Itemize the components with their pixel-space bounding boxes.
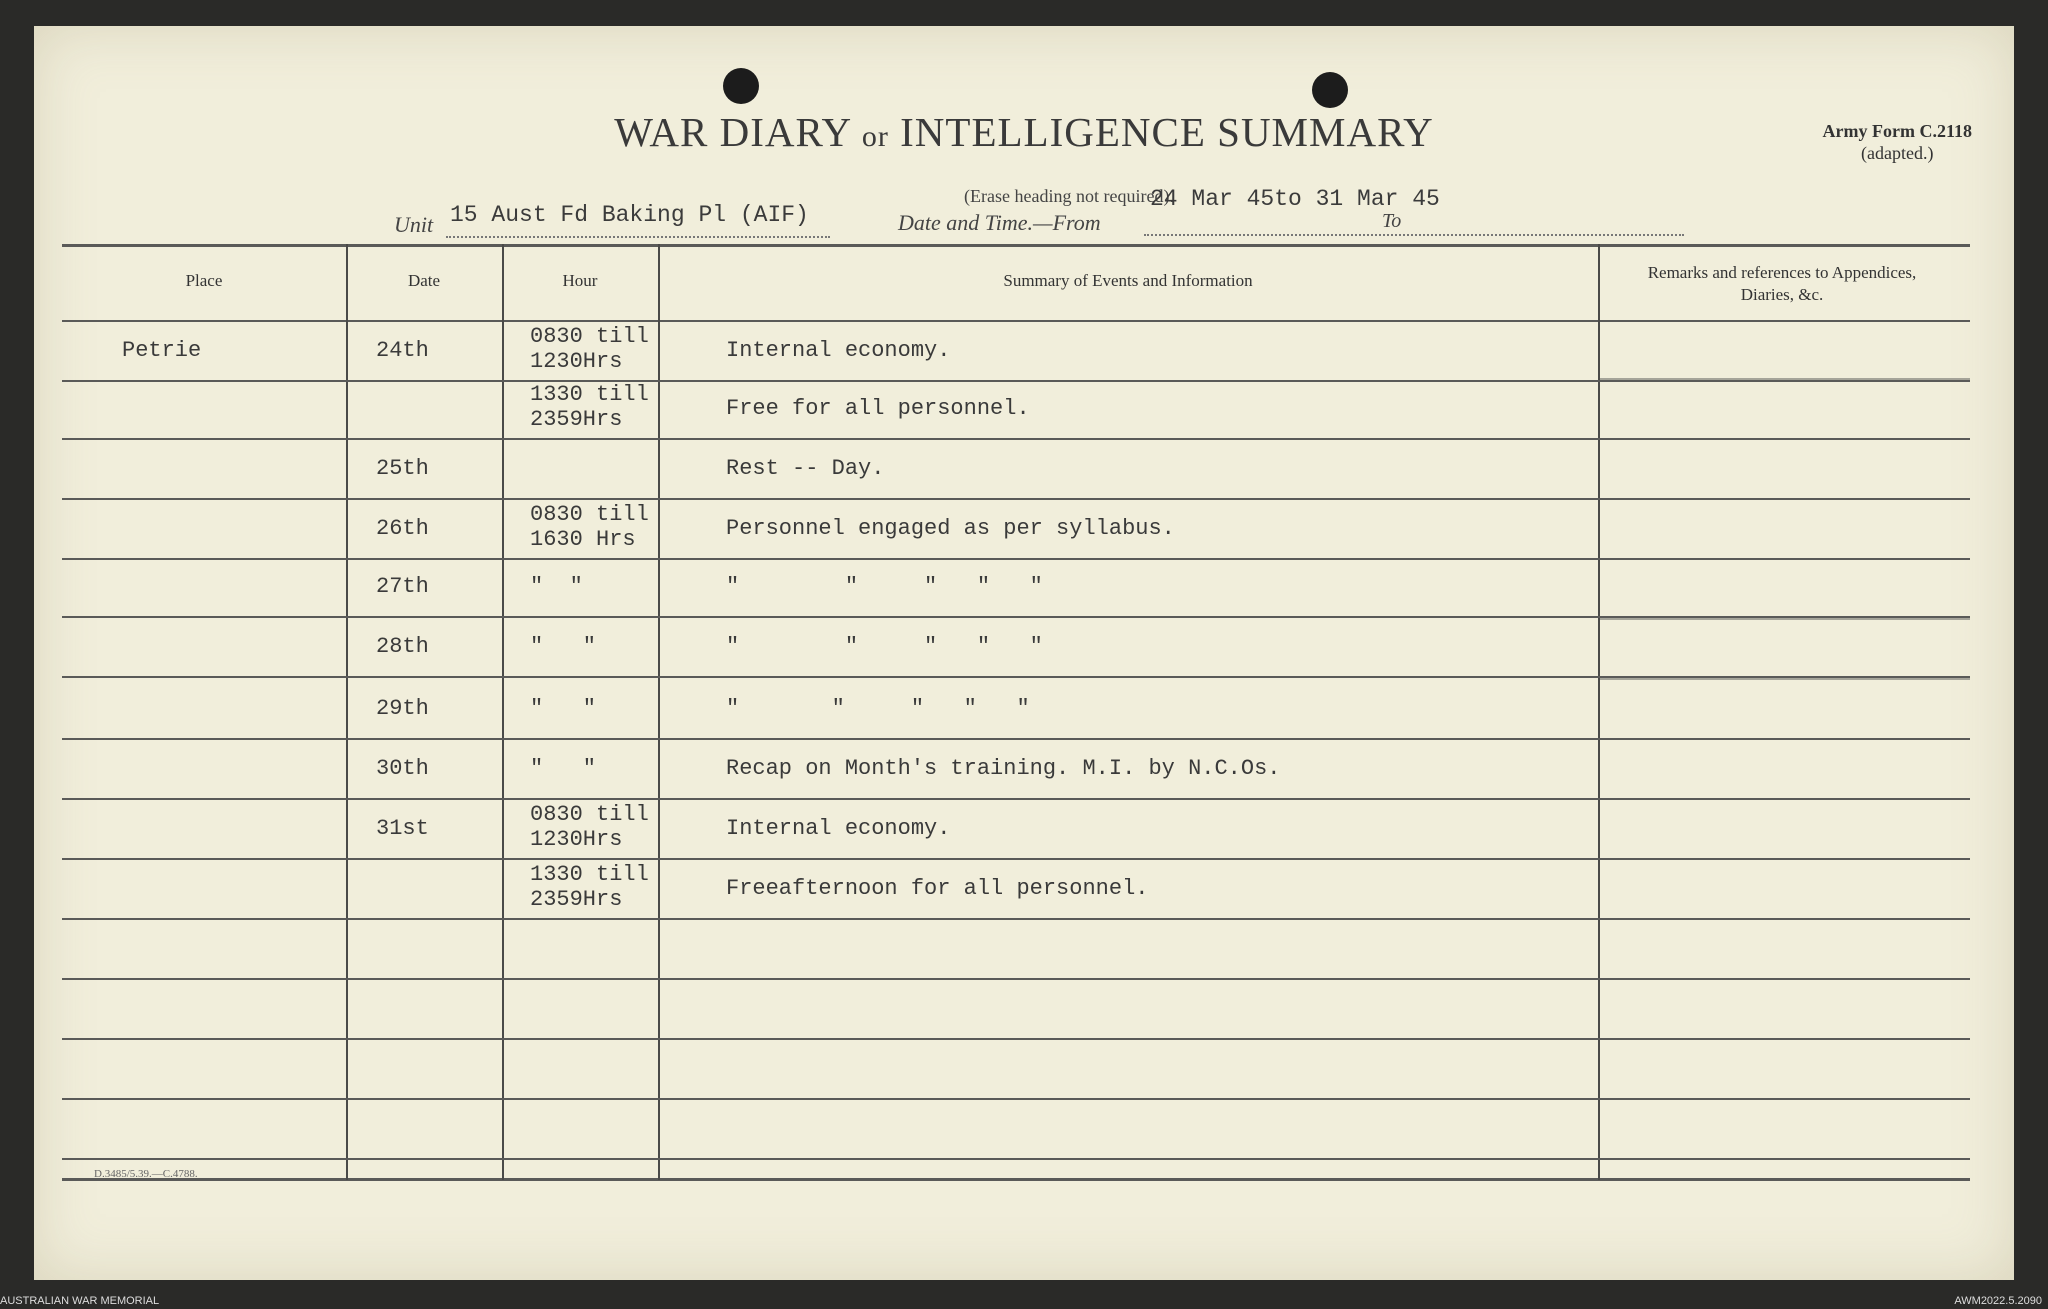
remarks-rule xyxy=(1600,1038,1970,1040)
cell-hour: 1330 till 2359Hrs xyxy=(530,862,649,912)
cell-summary: " " " " " xyxy=(726,634,1043,659)
cell-summary: Free for all personnel. xyxy=(726,396,1030,421)
header-place: Place xyxy=(185,271,223,290)
archive-label-right: AWM2022.5.2090 xyxy=(1954,1295,2042,1307)
table-top-border xyxy=(62,244,1970,247)
title-or: or xyxy=(861,120,889,153)
row-divider xyxy=(62,380,1970,382)
army-form-adapted: (adapted.) xyxy=(1861,143,1934,163)
cell-summary: " " " " " xyxy=(726,574,1043,599)
cell-summary: Internal economy. xyxy=(726,816,951,841)
remarks-rule xyxy=(1600,918,1970,920)
date-label: Date and Time.—From xyxy=(898,210,1101,235)
erase-note: (Erase heading not required). xyxy=(964,186,1174,206)
cell-summary: Personnel engaged as per syllabus. xyxy=(726,516,1175,541)
cell-summary: Recap on Month's training. M.I. by N.C.Os. xyxy=(726,756,1281,781)
army-form-label xyxy=(1823,120,1972,164)
punch-hole-left xyxy=(723,68,759,104)
cell-summary: " " " " " xyxy=(726,696,1030,721)
cell-date: 31st xyxy=(376,816,429,841)
remarks-rule xyxy=(1600,1158,1970,1160)
to-label: To xyxy=(1382,210,1402,232)
table-bottom-border xyxy=(62,1178,1970,1181)
cell-date: 29th xyxy=(376,696,429,721)
diary-table xyxy=(62,244,1970,1184)
header-date: Date xyxy=(407,271,441,290)
cell-hour: " " xyxy=(530,634,597,659)
cell-hour: " " xyxy=(530,574,583,599)
remarks-rule xyxy=(1600,678,1970,680)
cell-summary: Rest -- Day. xyxy=(726,456,885,481)
remarks-rule xyxy=(1600,738,1970,740)
title-intelligence-summary: INTELLIGENCE SUMMARY xyxy=(900,109,1434,155)
date-dotline xyxy=(1144,234,1684,236)
cell-hour: 0830 till 1630 Hrs xyxy=(530,502,649,552)
header-hour: Hour xyxy=(562,271,598,290)
remarks-rule xyxy=(1600,978,1970,980)
cell-date: 26th xyxy=(376,516,429,541)
cell-hour: 1330 till 2359Hrs xyxy=(530,382,649,432)
unit-value: 15 Aust Fd Baking Pl (AIF) xyxy=(450,202,809,228)
remarks-rule xyxy=(1600,1098,1970,1100)
archive-label-left: AUSTRALIAN WAR MEMORIAL xyxy=(0,1295,160,1307)
remarks-rule xyxy=(1600,798,1970,800)
unit-dotline xyxy=(446,236,830,238)
cell-summary: Internal economy. xyxy=(726,338,951,363)
remarks-rule xyxy=(1600,438,1970,440)
remarks-rule xyxy=(1600,618,1970,620)
cell-hour: 0830 till 1230Hrs xyxy=(530,324,649,374)
header-remarks: Remarks and references to Appendices, Diaries, &c. xyxy=(1647,263,1917,304)
army-form-number: Army Form C.2118 xyxy=(1822,121,1972,141)
print-code: D.3485/5.39.—C.4788. xyxy=(94,1168,198,1180)
header-bottom-border xyxy=(62,320,1970,322)
cell-hour: 0830 till 1230Hrs xyxy=(530,802,649,852)
remarks-rule xyxy=(1600,378,1970,380)
cell-date: 24th xyxy=(376,338,429,363)
cell-hour: " " xyxy=(530,756,597,781)
cell-summary: Freeafternoon for all personnel. xyxy=(726,876,1149,901)
cell-date: 25th xyxy=(376,456,429,481)
diary-sheet xyxy=(34,26,2014,1280)
date-value: 24 Mar 45to 31 Mar 45 xyxy=(1150,186,1440,212)
page-title xyxy=(34,108,2014,156)
cell-date: 27th xyxy=(376,574,429,599)
remarks-rule xyxy=(1600,858,1970,860)
title-war-diary: WAR DIARY xyxy=(614,109,851,155)
cell-hour: " " xyxy=(530,696,597,721)
cell-place: Petrie xyxy=(122,338,202,363)
remarks-rule xyxy=(1600,498,1970,500)
punch-hole-right xyxy=(1312,72,1348,108)
cell-date: 30th xyxy=(376,756,429,781)
cell-date: 28th xyxy=(376,634,429,659)
remarks-rule xyxy=(1600,558,1970,560)
header-summary: Summary of Events and Information xyxy=(1003,271,1253,290)
unit-label: Unit xyxy=(394,212,434,237)
